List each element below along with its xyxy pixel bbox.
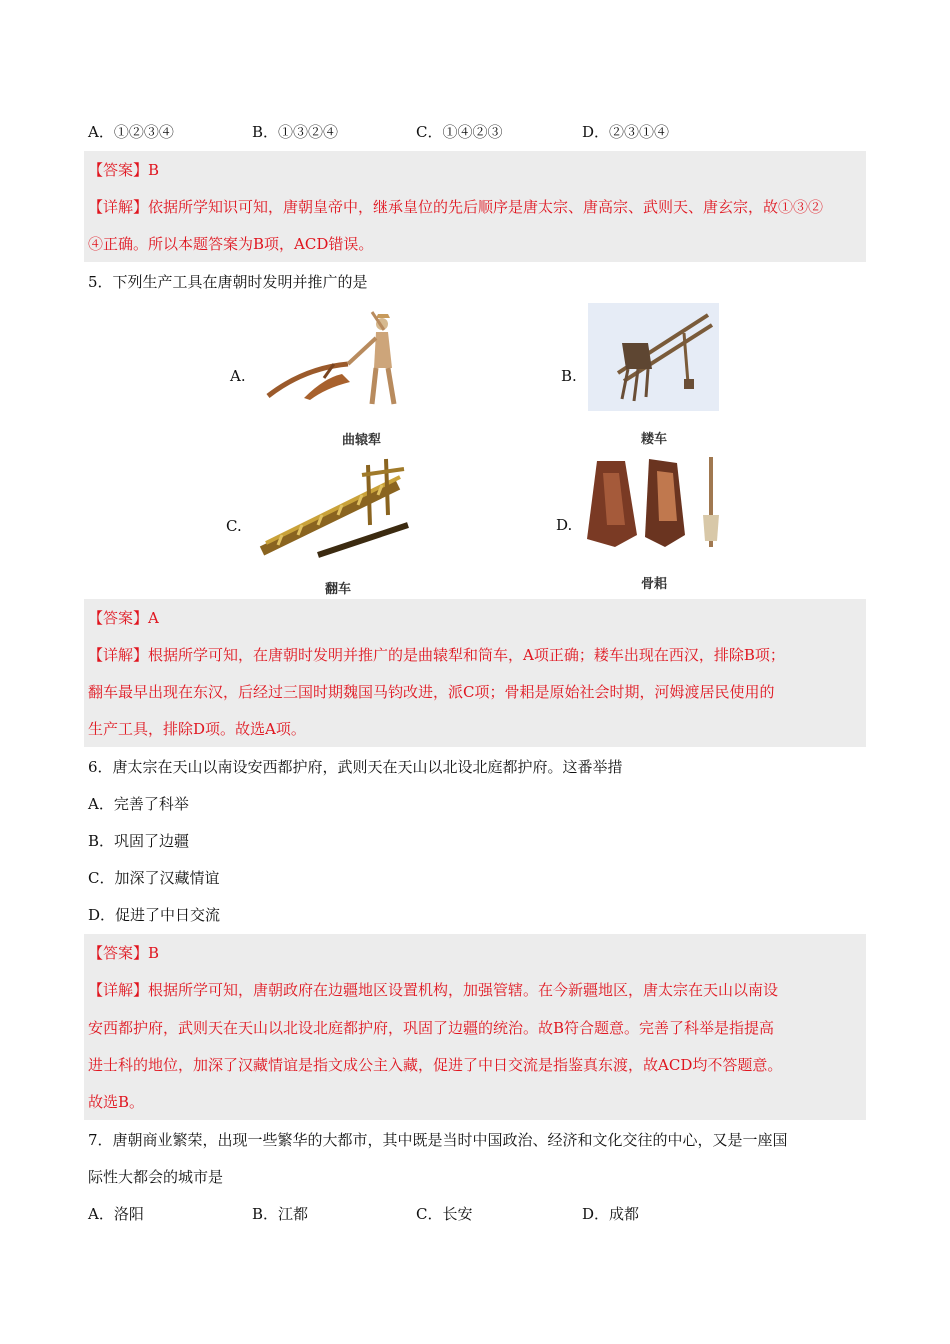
q5-detail-line1: 【详解】根据所学可知，在唐朝时发明并推广的是曲辕犁和筒车，A项正确；耧车出现在西汉，排除B项；	[88, 646, 785, 664]
q4-option-d: D．②③①④	[582, 123, 670, 141]
q6-option-b: B．巩固了边疆	[88, 832, 190, 850]
q4-answer: 【答案】B	[88, 161, 160, 179]
chain-pump-image	[258, 455, 410, 565]
q5-label-b: B.	[561, 367, 577, 385]
q7-stem-line1: 7．唐朝商业繁荣，出现一些繁华的大都市，其中既是当时中国政治、经济和文化交往的中心，又是一座国	[88, 1131, 788, 1149]
q5-detail-line3: 生产工具，排除D项。故选A项。	[88, 720, 306, 738]
q6-detail-line4: 故选B。	[88, 1093, 145, 1111]
bone-spade-image	[585, 455, 725, 555]
q5-caption-d: 骨耜	[641, 577, 668, 592]
q5-label-c: C.	[226, 517, 242, 535]
q5-caption-a: 曲辕犁	[342, 433, 382, 448]
q7-option-d: D．成都	[582, 1205, 640, 1223]
q7-option-b: B．江都	[252, 1205, 309, 1223]
q4-detail-line1: 【详解】依据所学知识可知，唐朝皇帝中，继承皇位的先后顺序是唐太宗、唐高宗、武则天、唐玄宗，故①③②	[88, 198, 824, 216]
q4-option-a: A．①②③④	[88, 123, 174, 141]
q6-detail-line1: 【详解】根据所学可知，唐朝政府在边疆地区设置机构，加强管辖。在今新疆地区，唐太宗在天山以南设	[88, 981, 779, 999]
q6-option-d: D．促进了中日交流	[88, 906, 221, 924]
q5-stem: 5．下列生产工具在唐朝时发明并推广的是	[88, 273, 368, 291]
q5-label-a: A.	[230, 367, 246, 385]
q5-detail-line2: 翻车最早出现在东汉，后经过三国时期魏国马钧改进，派C项；骨耜是原始社会时期，河姆渡居民使用的	[88, 683, 775, 701]
seed-drill-image	[588, 303, 719, 411]
q6-answer: 【答案】B	[88, 944, 160, 962]
q7-option-a: A．洛阳	[88, 1205, 144, 1223]
q5-caption-b: 耧车	[641, 432, 668, 447]
q6-option-c: C．加深了汉藏情谊	[88, 869, 220, 887]
curved-plough-image	[264, 308, 404, 408]
q7-option-c: C．长安	[416, 1205, 473, 1223]
q6-detail-line2: 安西都护府，武则天在天山以北设北庭都护府，巩固了边疆的统治。故B符合题意。完善了科举是指提高	[88, 1019, 775, 1037]
q4-option-c: C．①④②③	[416, 123, 503, 141]
q6-stem: 6．唐太宗在天山以南设安西都护府，武则天在天山以北设北庭都护府。这番举措	[88, 758, 623, 776]
q7-stem-line2: 际性大都会的城市是	[88, 1168, 224, 1186]
q6-detail-line3: 进士科的地位，加深了汉藏情谊是指文成公主入藏，促进了中日交流是指鉴真东渡，故ACD均不答题意。	[88, 1056, 783, 1074]
q6-option-a: A．完善了科举	[88, 795, 189, 813]
q4-option-b: B．①③②④	[252, 123, 339, 141]
q5-label-d: D.	[556, 516, 573, 534]
q5-answer: 【答案】A	[88, 609, 159, 627]
q5-caption-c: 翻车	[325, 582, 352, 597]
q4-detail-line2: ④正确。所以本题答案为B项，ACD错误。	[88, 235, 374, 253]
